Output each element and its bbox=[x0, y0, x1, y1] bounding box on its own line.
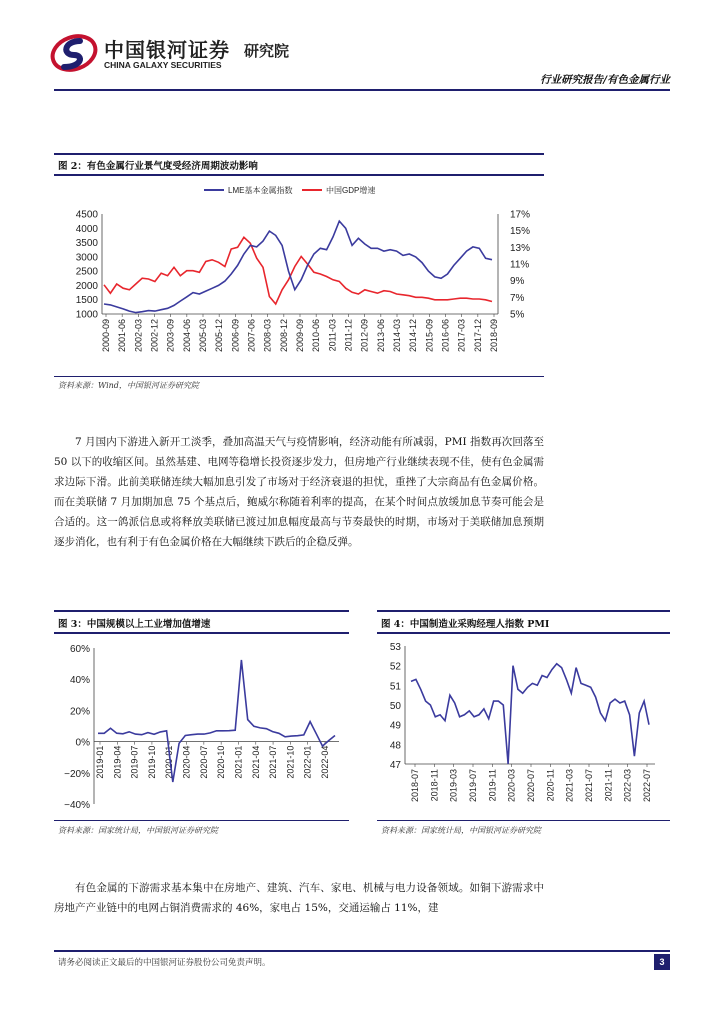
fig4-title: 图 4：中国制造业采购经理人指数 PMI bbox=[381, 619, 550, 630]
legend-label-lme: LME基本金属指数 bbox=[228, 186, 293, 195]
y-tick-label: 20% bbox=[69, 706, 90, 718]
y-right-tick-label: 7% bbox=[510, 292, 525, 304]
x-tick-label: 2004-06 bbox=[181, 319, 192, 353]
y-right-tick-label: 11% bbox=[510, 259, 530, 271]
y-left-tick-label: 4500 bbox=[75, 209, 98, 221]
fig4-bottom-rule bbox=[377, 820, 670, 821]
y-tick-label: 0% bbox=[75, 737, 90, 749]
report-type: 行业研究报告/有色金属行业 bbox=[540, 74, 670, 86]
x-tick-label: 2019-07 bbox=[129, 745, 140, 779]
x-tick-label: 2021-01 bbox=[233, 745, 244, 779]
x-tick-label: 2019-01 bbox=[95, 745, 105, 779]
x-tick-label: 2014-12 bbox=[408, 319, 419, 353]
x-tick-label: 2019-07 bbox=[468, 769, 478, 803]
x-tick-label: 2007-06 bbox=[246, 319, 257, 353]
x-tick-label: 2009-09 bbox=[295, 319, 305, 353]
x-tick-label: 2021-04 bbox=[250, 745, 261, 779]
body-paragraph-1: 7 月国内下游进入新开工淡季，叠加高温天气与疫情影响，经济动能有所减弱，PMI 指数再次回落至 50 以下的收缩区间。虽然基建、电网等稳增长投资逐步发力，但房地产行业继续表现不佳，使有色金属需求边际下滑。此前美联储连续大幅加息引发了市场对于经济衰退的担忧，重挫了大宗商品有色金属价格。而在美联储 7 月加期加息 75 个基点后，鲍威尔称随着利率的提高，在某个时间点放缓加息节奏可能会是合适的。这一鸽派信息或将释放美联储已渡过加息幅度最高与节奏最快的时期，市场对于美联储加息预期逐步消化，也有利于有色金属价格在大幅继续下跌后的企稳反弹。 bbox=[54, 436, 544, 548]
y-left-tick-label: 2000 bbox=[75, 280, 98, 292]
fig3-bottom-rule bbox=[54, 820, 349, 821]
y-left-tick-label: 3500 bbox=[75, 238, 98, 250]
fig4-top-rule bbox=[377, 610, 670, 612]
y-tick-label: 51 bbox=[389, 681, 401, 693]
x-tick-label: 2017-12 bbox=[472, 319, 483, 353]
y-tick-label: 60% bbox=[69, 644, 90, 655]
header bbox=[0, 0, 724, 100]
page-number: 3 bbox=[654, 954, 670, 970]
x-tick-label: 2019-10 bbox=[146, 745, 157, 779]
x-tick-label: 2002-03 bbox=[133, 319, 144, 353]
y-tick-label: 53 bbox=[389, 642, 401, 653]
logo-en-text: CHINA GALAXY SECURITIES bbox=[104, 60, 222, 70]
x-tick-label: 2020-01 bbox=[164, 745, 175, 779]
fig3-source: 资料来源：国家统计局，中国银河证券研究院 bbox=[58, 826, 218, 835]
x-tick-label: 2010-06 bbox=[311, 319, 322, 353]
x-tick-label: 2018-09 bbox=[489, 319, 499, 353]
x-tick-label: 2000-09 bbox=[101, 319, 111, 353]
x-tick-label: 2012-09 bbox=[359, 319, 370, 353]
fig4-source: 资料来源：国家统计局，中国银河证券研究院 bbox=[381, 826, 541, 835]
x-tick-label: 2011-03 bbox=[327, 319, 338, 352]
x-tick-label: 2015-09 bbox=[424, 319, 435, 353]
series-line-pmi bbox=[411, 664, 649, 764]
x-tick-label: 2021-07 bbox=[584, 769, 594, 803]
x-tick-label: 2002-12 bbox=[149, 319, 160, 353]
fig2-bottom-rule bbox=[54, 376, 544, 377]
y-left-tick-label: 1000 bbox=[75, 309, 98, 321]
x-tick-label: 2020-04 bbox=[181, 745, 192, 779]
y-left-tick-label: 3000 bbox=[75, 252, 98, 264]
fig3-title-rule bbox=[54, 632, 349, 634]
x-tick-label: 2018-11 bbox=[429, 769, 440, 802]
fig3-chart bbox=[54, 636, 349, 816]
y-tick-label: 49 bbox=[389, 720, 401, 732]
x-tick-label: 2017-03 bbox=[456, 319, 467, 353]
y-tick-label: 40% bbox=[69, 675, 90, 687]
fig2-chart bbox=[54, 178, 544, 373]
x-tick-label: 2006-09 bbox=[230, 319, 241, 353]
x-tick-label: 2013-06 bbox=[375, 319, 386, 353]
fig3-title: 图 3：中国规模以上工业增加值增速 bbox=[58, 619, 211, 630]
fig2-title: 图 2：有色金属行业景气度受经济周期波动影响 bbox=[58, 161, 258, 172]
x-tick-label: 2021-03 bbox=[564, 769, 575, 803]
x-tick-label: 2008-12 bbox=[278, 319, 289, 353]
logo-cn-text: 中国银河证券 bbox=[104, 38, 230, 62]
x-tick-label: 2005-03 bbox=[198, 319, 208, 353]
y-left-tick-label: 2500 bbox=[75, 266, 98, 278]
y-tick-label: 52 bbox=[389, 661, 401, 673]
x-tick-label: 2021-10 bbox=[285, 745, 296, 779]
y-right-tick-label: 17% bbox=[510, 209, 531, 221]
footer-disclaimer: 请务必阅读正文最后的中国银河证券股份公司免责声明。 bbox=[58, 958, 271, 968]
x-tick-label: 2020-11 bbox=[545, 769, 556, 802]
y-right-tick-label: 13% bbox=[510, 242, 531, 254]
x-tick-label: 2022-03 bbox=[622, 769, 633, 803]
x-tick-label: 2005-12 bbox=[214, 319, 225, 353]
galaxy-logo-icon bbox=[50, 33, 98, 73]
x-tick-label: 2014-03 bbox=[392, 319, 402, 353]
x-tick-label: 2020-07 bbox=[198, 745, 209, 779]
x-tick-label: 2003-09 bbox=[165, 319, 176, 353]
series-line-gdp bbox=[104, 237, 492, 304]
fig2-source: 资料来源：Wind，中国银河证券研究院 bbox=[58, 381, 199, 390]
x-tick-label: 2018-07 bbox=[410, 769, 420, 803]
y-right-tick-label: 9% bbox=[510, 276, 525, 288]
y-tick-label: 47 bbox=[389, 760, 401, 771]
x-tick-label: 2020-07 bbox=[526, 769, 536, 803]
fig2-top-rule bbox=[54, 153, 544, 155]
x-tick-label: 2021-11 bbox=[603, 769, 614, 802]
body-paragraph-2: 有色金属的下游需求基本集中在房地产、建筑、汽车、家电、机械与电力设备领域。如铜下游需求中房地产产业链中的电网占铜消费需求的 46%，家电占 15%，交通运输占 11%，建 bbox=[54, 882, 544, 914]
x-tick-label: 2022-07 bbox=[642, 769, 652, 803]
header-rule bbox=[54, 89, 670, 91]
y-tick-label: −20% bbox=[64, 768, 90, 780]
x-tick-label: 2022-01 bbox=[302, 745, 313, 779]
x-tick-label: 2020-10 bbox=[216, 745, 227, 779]
x-tick-label: 2022-04 bbox=[320, 745, 330, 779]
y-left-tick-label: 1500 bbox=[75, 295, 98, 307]
x-tick-label: 2019-11 bbox=[487, 769, 498, 802]
x-tick-label: 2019-03 bbox=[448, 769, 459, 803]
y-right-tick-label: 15% bbox=[510, 226, 531, 238]
fig3-top-rule bbox=[54, 610, 349, 612]
x-tick-label: 2008-03 bbox=[262, 319, 273, 353]
x-tick-label: 2016-06 bbox=[440, 319, 451, 353]
logo-sub-text: 研究院 bbox=[244, 42, 290, 60]
y-tick-label: 50 bbox=[389, 701, 401, 712]
y-tick-label: 48 bbox=[389, 740, 401, 752]
x-tick-label: 2019-04 bbox=[112, 745, 123, 779]
fig4-title-rule bbox=[377, 632, 670, 634]
x-tick-label: 2021-07 bbox=[268, 745, 279, 779]
y-tick-label: −40% bbox=[64, 800, 90, 811]
y-left-tick-label: 4000 bbox=[75, 223, 98, 235]
footer-rule bbox=[54, 950, 670, 952]
legend-label-gdp: 中国GDP增速 bbox=[326, 186, 376, 195]
x-tick-label: 2011-12 bbox=[343, 319, 354, 352]
fig4-chart bbox=[377, 636, 670, 816]
x-tick-label: 2001-06 bbox=[117, 319, 128, 353]
x-tick-label: 2020-03 bbox=[506, 769, 517, 803]
y-right-tick-label: 5% bbox=[510, 309, 525, 321]
fig2-title-rule bbox=[54, 174, 544, 176]
